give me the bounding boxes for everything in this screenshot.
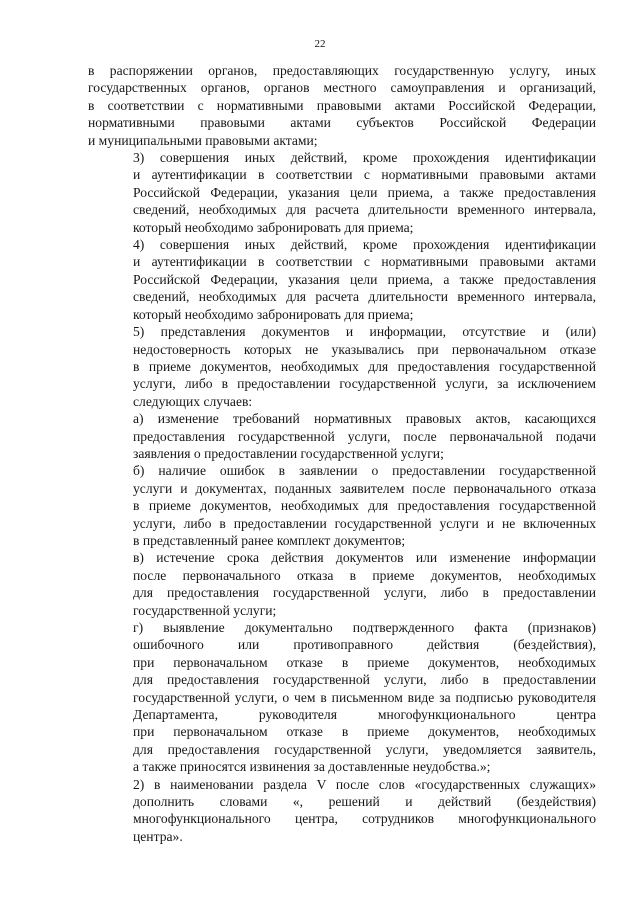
text-line: 3) совершения иных действий, кроме прохождения идентификации xyxy=(133,150,596,166)
paragraph xyxy=(88,549,596,619)
paragraph xyxy=(88,410,596,462)
text-line: в представленный ранее комплект документов; xyxy=(133,532,406,548)
text-line: при первоначальном отказе в приеме документов, необходимых xyxy=(133,724,596,740)
text-line: а) изменение требований нормативных правовых актов, касающихся xyxy=(133,411,596,427)
text-line: который необходимо забронировать для приема; xyxy=(133,306,414,322)
text-line: услуги, либо в предоставлении государственной услуги и не включенных xyxy=(133,515,596,531)
text-line: 2) в наименовании раздела V после слов «государственных служащих» xyxy=(133,776,596,792)
text-line: и аутентификации в соответствии с нормативными правовыми актами xyxy=(133,167,596,183)
paragraph xyxy=(88,149,596,236)
paragraph xyxy=(88,62,596,149)
text-line: и аутентификации в соответствии с нормативными правовыми актами xyxy=(133,254,596,270)
text-line: услуги, либо в предоставлении государственной услуги, за исключением xyxy=(133,376,596,392)
text-line: в распоряжении органов, предоставляющих государственную услугу, иных xyxy=(88,63,596,78)
text-line: многофункционального центра, сотрудников многофункционального xyxy=(133,811,596,827)
text-line: г) выявление документально подтвержденного факта (признаков) xyxy=(133,620,596,635)
text-line: б) наличие ошибок в заявлении о предоставлении государственной xyxy=(133,463,596,479)
text-line: нормативными правовыми актами субъектов Российской Федерации xyxy=(88,115,596,131)
text-line: который необходимо забронировать для приема; xyxy=(133,219,414,235)
text-line: сведений, необходимых для расчета длительности временного интервала, xyxy=(133,202,596,218)
text-line: заявления о предоставлении государственной услуги; xyxy=(133,445,444,461)
text-line: недостоверность которых не указывались при первоначальном отказе xyxy=(133,341,596,357)
text-line: следующих случаев: xyxy=(133,393,253,409)
text-line: государственных органов, органов местного самоуправления и организаций, xyxy=(88,80,596,96)
text-line: Российской Федерации, указания цели приема, а также предоставления xyxy=(133,271,596,287)
text-line: Российской Федерации, указания цели приема, а также предоставления xyxy=(133,184,596,200)
paragraph xyxy=(88,462,596,549)
text-line: Департамента, руководителя многофункционального центра xyxy=(133,707,596,723)
paragraph xyxy=(88,236,596,323)
page-number: 22 xyxy=(314,38,326,50)
text-line: центра». xyxy=(133,828,183,844)
text-line: государственной услуги, о чем в письменном виде за подписью руководителя xyxy=(133,689,596,705)
text-line: для предоставления государственной услуги, уведомляется заявитель, xyxy=(133,741,596,757)
text-line: и муниципальными правовыми актами; xyxy=(88,132,318,148)
text-line: дополнить словами «, решений и действий (бездействия) xyxy=(133,794,596,810)
text-line: в соответствии с нормативными правовыми актами Российской Федерации, xyxy=(88,97,596,113)
text-line: 4) совершения иных действий, кроме прохождения идентификации xyxy=(133,237,596,253)
paragraph xyxy=(88,619,596,776)
text-line: а также приносятся извинения за доставленные неудобства.»; xyxy=(133,759,491,775)
text-line: предоставления государственной услуги, после первоначальной подачи xyxy=(133,428,596,444)
text-line: в приеме документов, необходимых для предоставления государственной xyxy=(133,498,596,514)
text-line: в) истечение срока действия документов или изменение информации xyxy=(133,550,596,566)
document-body xyxy=(88,62,596,845)
text-line: услуги и документах, поданных заявителем после первоначального отказа xyxy=(133,480,596,496)
text-line: государственной услуги; xyxy=(133,602,277,618)
paragraph xyxy=(88,776,596,846)
text-line: для предоставления государственной услуги, либо в предоставлении xyxy=(133,672,596,688)
text-line: 5) представления документов и информации, отсутствие и (или) xyxy=(133,324,596,340)
text-line: для предоставления государственной услуги, либо в предоставлении xyxy=(133,585,596,601)
text-line: ошибочного или противоправного действия (бездействия), xyxy=(133,637,596,653)
text-line: после первоначального отказа в приеме документов, необходимых xyxy=(133,567,596,583)
text-line: при первоначальном отказе в приеме документов, необходимых xyxy=(133,654,596,670)
text-line: сведений, необходимых для расчета длительности временного интервала, xyxy=(133,289,596,305)
text-line: в приеме документов, необходимых для предоставления государственной xyxy=(133,358,596,374)
paragraph xyxy=(88,323,596,410)
